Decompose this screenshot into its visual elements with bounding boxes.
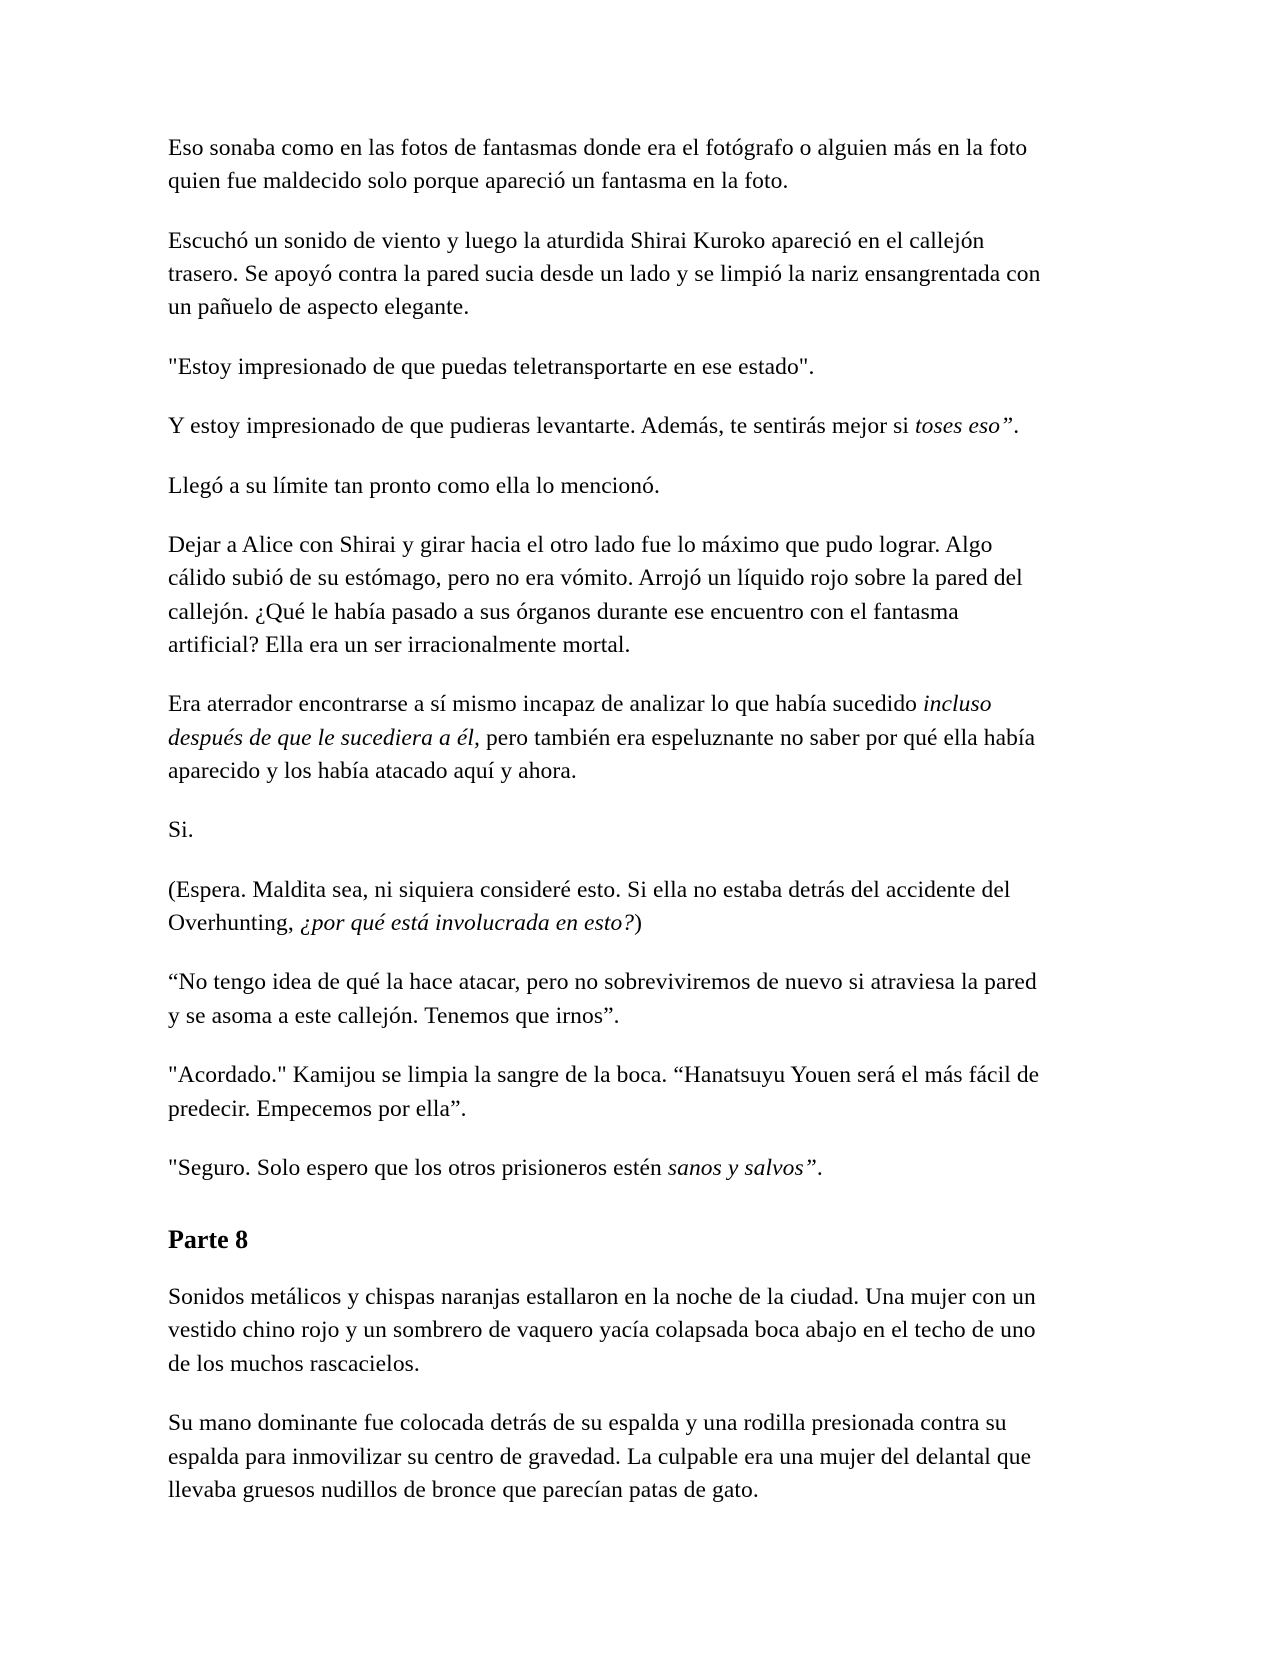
text-run: Su mano dominante fue colocada detrás de su espalda y una rodilla presionada contra su espalda para inmovilizar su centro de gravedad. La culpable era una mujer del delantal que llevaba gruesos nudillos de bronce que parecían patas de gato. [168, 1410, 1032, 1503]
text-run: Era aterrador encontrarse a sí mismo incapaz de analizar lo que había sucedido [168, 691, 923, 718]
paragraph-12 [168, 1152, 1054, 1185]
paragraph-13 [168, 1281, 1054, 1381]
paragraph-8 [168, 814, 1054, 847]
text-run: Parte 8 [168, 1225, 249, 1255]
paragraph-11 [168, 1059, 1054, 1126]
text-run: “No tengo idea de qué la hace atacar, pero no sobreviviremos de nuevo si atraviesa la pared y se asoma a este callejón. Tenemos que irnos”. [168, 969, 1037, 1029]
text-run: "Estoy impresionado de que puedas teletransportarte en ese estado". [168, 353, 815, 380]
emphasis-run: incluso después de que le sucediera a él, [168, 691, 992, 751]
text-run: (Espera. Maldita sea, ni siquiera consideré esto. Si ella no estaba detrás del accidente del Overhunting, [168, 876, 1011, 937]
text-run: pero también era espeluznante no saber por qué ella había aparecido y los había atacado aquí y ahora. [168, 724, 1036, 785]
text-run: . [1013, 413, 1020, 440]
paragraph-5 [168, 470, 1054, 503]
emphasis-run: sanos y salvos” [667, 1154, 817, 1181]
emphasis-run: ¿por qué está involucrada en esto? [299, 910, 635, 937]
text-run: Y estoy impresionado de que pudieras levantarte. Además, te sentirás mejor si [168, 413, 915, 440]
paragraph-2 [168, 225, 1054, 325]
emphasis-run: toses eso” [914, 413, 1014, 440]
text-run: Si. [168, 817, 194, 844]
document-body [168, 132, 1054, 1507]
text-run: Sonidos metálicos y chispas naranjas estallaron en la noche de la ciudad. Una mujer con un vestido chino rojo y un sombrero de vaquero yacía colapsada boca abajo en el techo de uno de los muchos rascacielos. [168, 1284, 1036, 1377]
text-run: Escuchó un sonido de viento y luego la aturdida Shirai Kuroko apareció en el callejón trasero. Se apoyó contra la pared sucia desde un lado y se limpió la nariz ensangrentada con un pañuelo de aspecto elegante. [168, 227, 1041, 321]
paragraph-7 [168, 688, 1054, 788]
text-run: "Seguro. Solo espero que los otros prisioneros estén [168, 1154, 668, 1181]
paragraph-14 [168, 1407, 1054, 1507]
text-run: . [816, 1154, 823, 1181]
text-run: Dejar a Alice con Shirai y girar hacia el otro lado fue lo máximo que pudo lograr. Algo cálido subió de su estómago, pero no era vómito. Arrojó un líquido rojo sobre la pared del callejón. ¿Qué le había pasado a sus órganos durante ese encuentro con el fantasma artificial? Ella era un ser irracionalmente mortal. [168, 531, 1023, 658]
text-run: "Acordado." Kamijou se limpia la sangre de la boca. “Hanatsuyu Youen será el más fácil de predecir. Empecemos por ella”. [168, 1062, 1040, 1122]
text-run: Llegó a su límite tan pronto como ella lo mencionó. [168, 472, 660, 499]
paragraph-9 [168, 874, 1054, 941]
paragraph-1 [168, 132, 1054, 199]
text-run: ) [634, 910, 643, 937]
text-run: Eso sonaba como en las fotos de fantasmas donde era el fotógrafo o alguien más en la foto quien fue maldecido solo porque apareció un fantasma en la foto. [168, 135, 1028, 195]
paragraph-10 [168, 966, 1054, 1033]
paragraph-3 [168, 351, 1054, 384]
paragraph-6 [168, 529, 1054, 662]
section-heading-parte-8 [168, 1223, 1054, 1257]
paragraph-4 [168, 410, 1054, 443]
